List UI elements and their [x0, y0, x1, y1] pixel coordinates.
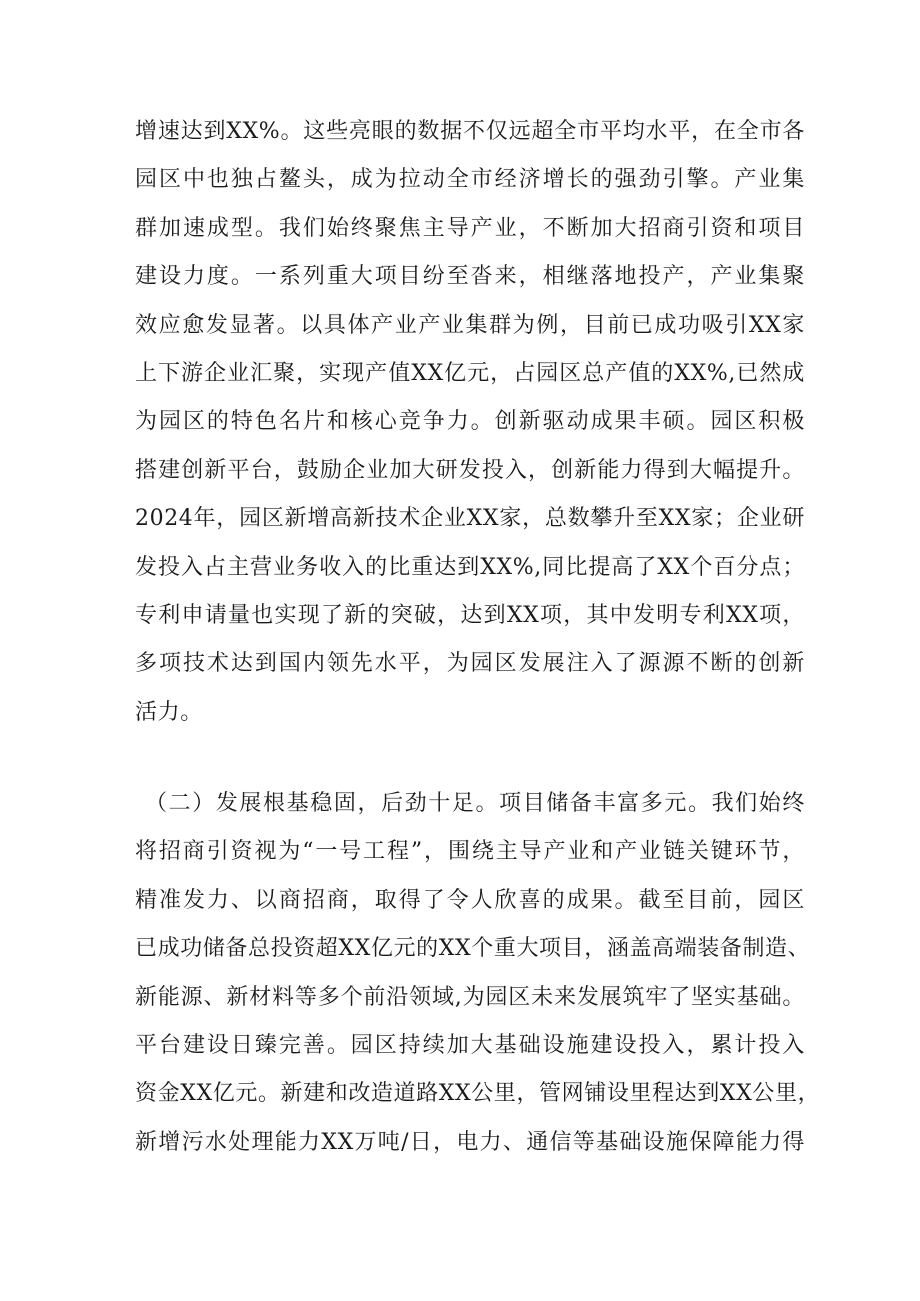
text-line: 平台建设日臻完善。园区持续加大基础设施建设投入，累计投入: [135, 1032, 805, 1058]
text-line: 新能源、新材料等多个前沿领域,为园区未来发展筑牢了坚实基础。: [135, 984, 805, 1010]
text-line: 新增污水处理能力XX万吨/日，电力、通信等基础设施保障能力得: [135, 1129, 805, 1155]
text-line: 上下游企业汇聚，实现产值XX亿元，占园区总产值的XX%,已然成: [135, 360, 805, 386]
text-line: 资金XX亿元。新建和改造道路XX公里，管网铺设里程达到XX公里，: [135, 1081, 821, 1107]
text-line: 2024年，园区新增高新技术企业XX家，总数攀升至XX家；企业研: [135, 506, 805, 532]
text-line: 为园区的特色名片和核心竞争力。创新驱动成果丰硕。园区积极: [135, 409, 805, 435]
text-line: 多项技术达到国内领先水平，为园区发展注入了源源不断的创新: [135, 651, 805, 677]
text-line: 效应愈发显著。以具体产业产业集群为例，目前已成功吸引XX家: [135, 312, 805, 338]
text-line: 群加速成型。我们始终聚焦主导产业，不断加大招商引资和项目: [135, 215, 805, 241]
text-line: 建设力度。一系列重大项目纷至沓来，相继落地投产，产业集聚: [135, 264, 805, 290]
text-line: 已成功储备总投资超XX亿元的XX个重大项目，涵盖高端装备制造、: [135, 936, 811, 962]
text-line: 活力。: [135, 699, 203, 725]
text-line: 搭建创新平台，鼓励企业加大研发投入，创新能力得到大幅提升。: [135, 457, 805, 483]
section-heading-line: （二）发展根基稳固，后劲十足。项目储备丰富多元。我们始终: [145, 791, 805, 816]
text-line: 发投入占主营业务收入的比重达到XX%,同比提高了XX个百分点；: [135, 554, 805, 580]
text-line: 专利申请量也实现了新的突破，达到XX项，其中发明专利XX项，: [135, 602, 805, 628]
text-line: 增速达到XX%。这些亮眼的数据不仅远超全市平均水平，在全市各: [135, 119, 805, 144]
text-line: 园区中也独占鳌头，成为拉动全市经济增长的强劲引擎。产业集: [135, 167, 805, 193]
paragraph-development-foundation: [135, 780, 821, 1167]
text-line: 将招商引资视为“一号工程”，围绕主导产业和产业链关键环节，: [135, 839, 805, 865]
text-line: 精准发力、以商招商，取得了令人欣喜的成果。截至目前，园区: [135, 887, 805, 913]
paragraph-industrial-growth: [135, 108, 805, 737]
